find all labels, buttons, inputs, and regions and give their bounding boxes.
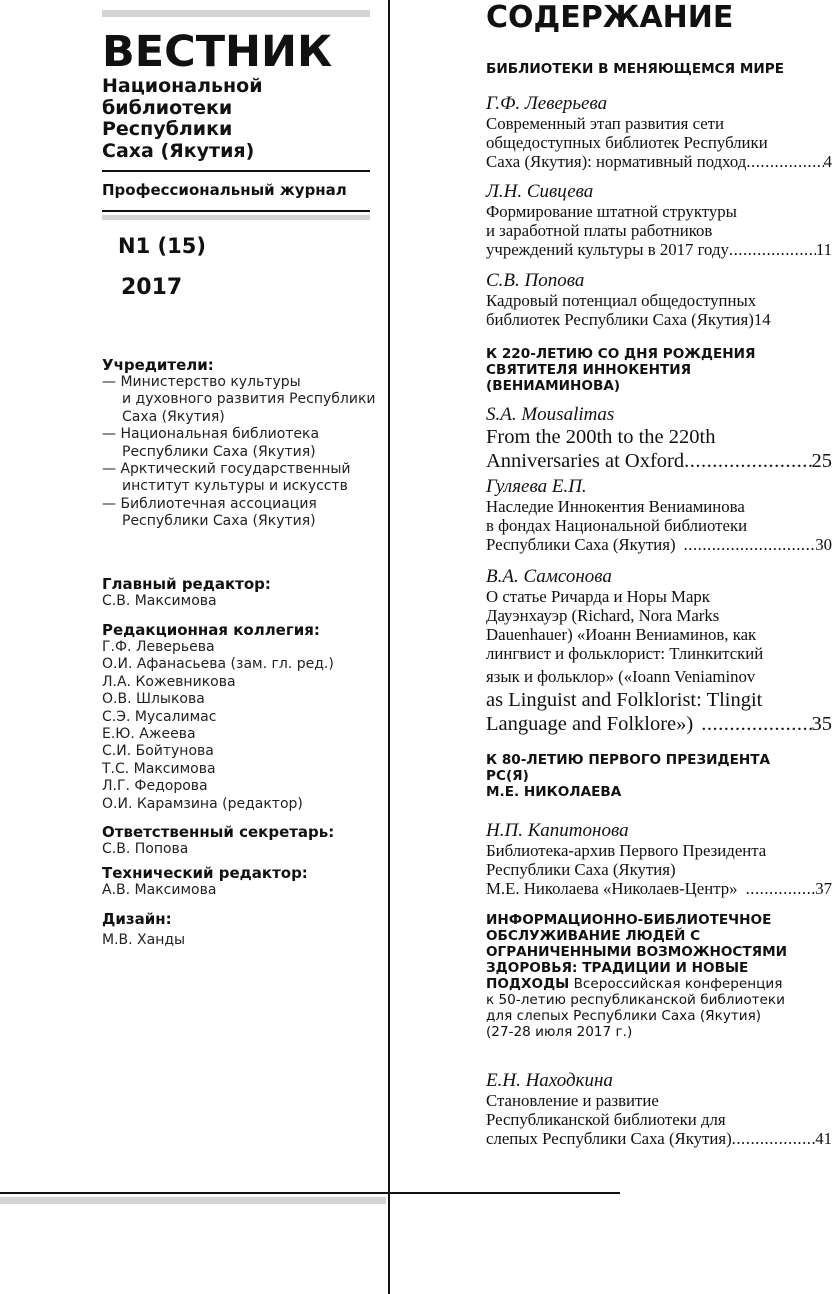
- design-block: [102, 910, 185, 949]
- board-member: С.И. Бойтунова: [102, 743, 214, 760]
- board-member: О.В. Шлыкова: [102, 691, 205, 708]
- toc-entry-last-line: [486, 240, 832, 259]
- toc-entry-line: Кадровый потенциал общедоступных: [486, 291, 757, 310]
- toc-entry-last-line: [486, 879, 832, 898]
- toc-page-number: 37: [815, 879, 832, 898]
- toc-entry-author: Г.Ф. Леверьева: [486, 93, 608, 114]
- toc-entry-author: В.А. Самсонова: [486, 566, 612, 587]
- section-heading-line: (ВЕНИАМИНОВА): [486, 378, 621, 394]
- section-heading-line: ЗДОРОВЬЯ: ТРАДИЦИИ И НОВЫЕ: [486, 960, 749, 976]
- dot-leader: [732, 1129, 816, 1148]
- section-heading-line: К 80-ЛЕТИЮ ПЕРВОГО ПРЕЗИДЕНТА: [486, 752, 771, 768]
- toc-entry-line: Anniversaries at Oxford: [486, 450, 685, 472]
- toc-entry-line: [486, 665, 832, 688]
- founder-line: Саха (Якутия): [122, 408, 225, 425]
- board-member: О.И. Афанасьева (зам. гл. ред.): [102, 656, 334, 673]
- chief-editor-heading: Главный редактор:: [102, 575, 271, 593]
- toc-entry-last-line: [486, 449, 832, 473]
- dot-leader: [729, 240, 816, 259]
- toc-section-heading: [486, 346, 756, 394]
- board-member: Т.С. Максимова: [102, 760, 216, 777]
- toc-section-heading: [486, 912, 832, 1040]
- secretary-name: С.В. Попова: [102, 841, 189, 857]
- toc-entry-line: Современный этап развития сети: [486, 114, 724, 133]
- bottom-rule: [0, 1192, 620, 1194]
- toc-entry-line: From the 200th to the 220th: [486, 426, 716, 448]
- issue-number: N1 (15): [118, 234, 206, 258]
- toc-entry: [486, 93, 832, 171]
- toc-entry-line: слепых Республики Саха (Якутия): [486, 1129, 732, 1148]
- secretary-block: [102, 823, 334, 858]
- toc-entry: [486, 1070, 832, 1148]
- toc-entry-line: в фондах Национальной библиотеки: [486, 516, 748, 535]
- toc-entry-line: Республиканской библиотеки для: [486, 1110, 726, 1129]
- founder-line: Республики Саха (Якутия): [122, 513, 316, 530]
- issue-year: 2017: [121, 275, 183, 300]
- section-heading-line: ИНФОРМАЦИОННО-БИБЛИОТЕЧНОЕ: [486, 912, 772, 928]
- column-divider: [388, 0, 390, 1294]
- rule-below-journal-kind: [102, 210, 370, 212]
- toc-entry-line: Библиотека-архив Первого Президента: [486, 841, 767, 860]
- section-heading-line: РС(Я): [486, 768, 529, 784]
- section-heading-line: ОБСЛУЖИВАНИЕ ЛЮДЕЙ С: [486, 928, 701, 944]
- toc-page-number: 41: [815, 1129, 832, 1148]
- design-name: М.В. Ханды: [102, 932, 186, 948]
- toc-entry-line: Республики Саха (Якутия): [486, 860, 676, 879]
- subtitle-line: Саха (Якутия): [102, 139, 255, 162]
- toc-entry-line: учреждений культуры в 2017 году: [486, 240, 729, 259]
- toc-entry: [486, 820, 832, 898]
- section-heading-line: М.Е. НИКОЛАЕВА: [486, 784, 622, 800]
- board-member: Л.А. Кожевникова: [102, 673, 236, 690]
- toc-entry-line: общедоступных библиотек Республики: [486, 133, 768, 152]
- toc-entry-last-line: [486, 1129, 832, 1148]
- toc-entry: [486, 181, 832, 259]
- founder-line: институт культуры и искусств: [122, 478, 348, 495]
- subtitle-line: библиотеки: [102, 96, 233, 119]
- toc-section-heading: БИБЛИОТЕКИ В МЕНЯЮЩЕМСЯ МИРЕ: [486, 61, 784, 77]
- toc-section-heading: [486, 752, 770, 800]
- founders-list: [102, 374, 376, 531]
- founder-line: — Министерство культуры: [102, 374, 301, 390]
- board-member: О.И. Карамзина (редактор): [102, 795, 303, 812]
- board-member: Е.Ю. Ажеева: [102, 726, 196, 743]
- journal-title: ВЕСТНИК: [102, 27, 333, 77]
- tech-editor-block: [102, 864, 308, 899]
- toc-entry-line: М.Е. Николаева «Николаев-Центр»: [486, 879, 738, 898]
- toc-page-number: 11: [815, 240, 832, 259]
- tech-editor-heading: Технический редактор:: [102, 864, 308, 882]
- subtitle-line: Национальной: [102, 75, 263, 97]
- subtitle-line: Республики: [102, 118, 233, 140]
- toc-entry-line: О статье Ричарда и Норы Марк: [486, 587, 710, 606]
- toc-entry-author: Н.П. Капитонова: [486, 820, 629, 841]
- dot-leader: [693, 712, 811, 736]
- toc-page-number: 25: [811, 450, 832, 472]
- bottom-gray-bar: [0, 1197, 386, 1204]
- toc-entry-line: Становление и развитие: [486, 1091, 659, 1110]
- chief-editor-block: [102, 575, 271, 610]
- toc-entry-line: и заработной платы работников: [486, 221, 713, 240]
- toc-title: СОДЕРЖАНИЕ: [486, 0, 734, 35]
- design-heading: Дизайн:: [102, 910, 172, 928]
- journal-subtitle: [102, 76, 372, 162]
- toc-entry-last-line: [486, 712, 832, 736]
- toc-entry-line: лингвист и фольклорист: Тлинкитский: [486, 644, 764, 663]
- toc-page-number: 35: [811, 713, 832, 735]
- founder-line: — Арктический государственный: [102, 461, 351, 478]
- section-note-line: для слепых Республики Саха (Якутия): [486, 1008, 762, 1024]
- toc-entry-author: S.A. Mousalimas: [486, 404, 615, 425]
- toc-entry: [486, 566, 832, 736]
- founder-line: — Национальная библиотека: [102, 426, 320, 443]
- dot-leader: [676, 535, 816, 554]
- board-member: Л.Г. Федорова: [102, 778, 208, 795]
- top-gray-bar: [102, 10, 370, 17]
- dot-leader: [746, 152, 823, 171]
- founder-line: Республики Саха (Якутия): [122, 443, 316, 460]
- toc-page-number: 30: [815, 535, 832, 554]
- toc-entry-line: Дауэнхауэр (Richard, Nora Marks: [486, 606, 720, 625]
- founders-block: [102, 356, 376, 531]
- toc-entry-line: Республики Саха (Якутия): [486, 535, 676, 554]
- section-heading-line: ОГРАНИЧЕННЫМИ ВОЗМОЖНОСТЯМИ: [486, 944, 788, 960]
- toc-entry: [486, 270, 832, 329]
- board-member: Г.Ф. Леверьева: [102, 639, 215, 655]
- section-heading-line: [486, 976, 832, 992]
- toc-entry-text: язык и фольклор» («Ioann Veniaminov: [486, 667, 756, 686]
- toc-entry-line: Саха (Якутия): нормативный подход: [486, 152, 747, 171]
- rule-above-journal-kind: [102, 170, 370, 172]
- board-block: [102, 621, 334, 813]
- toc-entry-author: Л.Н. Сивцева: [486, 181, 594, 202]
- toc-entry-author: Гуляева Е.П.: [486, 476, 587, 497]
- toc-entry-line: Наследие Иннокентия Вениаминова: [486, 497, 745, 516]
- toc-entry-last-line: [486, 535, 832, 554]
- toc-entry-line: Формирование штатной структуры: [486, 202, 737, 221]
- gray-bar-below-journal-kind: [102, 215, 370, 220]
- toc-entry-author: Е.Н. Находкина: [486, 1070, 613, 1091]
- founder-line: и духовного развития Республики: [122, 391, 376, 408]
- toc-entry-last-line: [486, 152, 832, 171]
- tech-editor-name: А.В. Максимова: [102, 882, 217, 898]
- dot-leader: [684, 449, 811, 473]
- section-note-line: (27-28 июля 2017 г.): [486, 1024, 633, 1040]
- toc-entry-last-line: [486, 310, 832, 329]
- journal-kind: Профессиональный журнал: [102, 181, 347, 199]
- toc-page-number: 14: [753, 310, 771, 329]
- board-member: С.Э. Мусалимас: [102, 708, 217, 725]
- section-heading-line: К 220-ЛЕТИЮ СО ДНЯ РОЖДЕНИЯ: [486, 346, 756, 362]
- section-note-line: к 50-летию республиканской библиотеки: [486, 992, 785, 1008]
- dot-leader: [738, 879, 816, 898]
- toc-entry-line: библиотек Республики Саха (Якутия): [486, 310, 754, 329]
- section-heading-text: ПОДХОДЫ: [486, 976, 570, 992]
- toc-entry: [486, 476, 832, 554]
- toc-entry-line: as Linguist and Folklorist: Tlingit: [486, 689, 763, 711]
- chief-editor-name: С.В. Максимова: [102, 593, 217, 609]
- secretary-heading: Ответственный секретарь:: [102, 823, 335, 841]
- toc-entry-line: Language and Folklore»): [486, 713, 694, 735]
- founders-heading: Учредители:: [102, 356, 214, 374]
- board-heading: Редакционная коллегия:: [102, 621, 320, 639]
- founder-line: — Библиотечная ассоциация: [102, 495, 317, 512]
- section-note-text: Всероссийская конференция: [569, 976, 783, 992]
- toc-entry-line: Dauenhauer) «Иоанн Вениаминов, как: [486, 625, 757, 644]
- toc-entry-author: С.В. Попова: [486, 270, 585, 291]
- section-heading-line: СВЯТИТЕЛЯ ИННОКЕНТИЯ: [486, 362, 692, 378]
- toc-page-number: 4: [823, 152, 832, 171]
- toc-entry: [486, 404, 832, 473]
